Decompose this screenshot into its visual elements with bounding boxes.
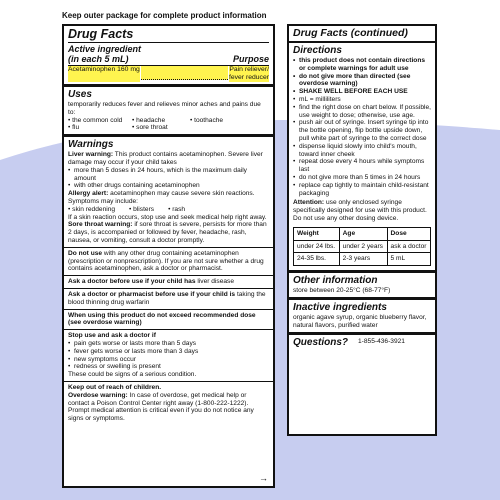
allergy-item: skin reddening (72, 205, 116, 213)
table-row (294, 240, 431, 253)
allergy-text: acetaminophen may cause severe skin reactions. Symptoms may include: (68, 190, 255, 205)
purpose-line-1: Pain reliever/ (229, 66, 269, 73)
active-ingredient-subheading: (in each 5 mL) (68, 54, 129, 64)
allergy-label: Allergy alert: (68, 190, 109, 198)
table-cell: 5 mL (387, 253, 430, 266)
stop-use-label: Stop use and ask a doctor if (68, 332, 156, 340)
keep-out-label: Keep out of reach of children. (68, 383, 162, 391)
allergy-item: blisters (133, 205, 155, 213)
table-row (294, 253, 431, 266)
use-item: headache (136, 116, 166, 124)
allergy-after: If a skin reaction occurs, stop use and seek medical help right away. (68, 213, 267, 221)
table-cell: under 24 lbs. (294, 240, 340, 253)
questions-phone: 1-855-436-3921 (358, 338, 405, 346)
ask-doctor-section (64, 275, 273, 288)
stop-item: • fever gets worse or lasts more than 3 days (74, 348, 269, 356)
questions-title: Questions? (293, 336, 349, 348)
liver-item: • more than 5 doses in 24 hours, which is the maximum daily amount (74, 167, 269, 183)
when-using-text: When using this product do not exceed recommended dose (see overdose warning) (68, 311, 256, 327)
ingredient-name: Acetaminophen 160 mg (68, 66, 140, 82)
drug-facts-continued-panel (287, 24, 437, 436)
sore-throat-label: Sore throat warning: (68, 221, 133, 229)
uses-text: temporarily reduces fever and relieves minor aches and pains due to: (68, 101, 261, 116)
liver-warning-text: This product contains acetaminophen. Severe liver damage may occur if your child takes (68, 151, 263, 166)
questions-section (289, 332, 435, 350)
direction-item: • do not give more than directed (see overdose warning) (299, 73, 431, 89)
ask-doctor-label: Ask a doctor before use if your child has (68, 278, 196, 286)
purpose-line-2: fever reducer (228, 74, 269, 81)
active-ingredient-heading: Active ingredient (68, 44, 142, 54)
allergy-item: rash (172, 205, 186, 213)
direction-item: • find the right dose on chart below. If possible, use weight to dose; otherwise, use age. (299, 104, 431, 120)
ask-pharmacist-section (64, 288, 273, 309)
table-cell: 2-3 years (339, 253, 387, 266)
other-information-text: store between 20-25°C (68-77°F) (293, 287, 391, 295)
use-item: toothache (194, 116, 224, 124)
drug-facts-title: Drug Facts (68, 27, 134, 41)
stop-item: • redness or swelling is present (74, 363, 269, 371)
other-information-section (289, 270, 435, 297)
direction-item: • SHAKE WELL BEFORE EACH USE (299, 88, 431, 96)
overdose-text: In case of overdose, get medical help or contact a Poison Control Center right away (1-800-222-1222). Prompt medical attention is critical even if you do not notice any signs or symptoms. (68, 391, 254, 423)
ask-pharmacist-label: Ask a doctor or pharmacist before use if your child is (68, 290, 236, 298)
inactive-ingredients-text: organic agave syrup, organic blueberry flavor, natural flavors, purified water (293, 313, 427, 329)
direction-item: • push air out of syringe. Insert syringe tip into the bottle opening, flip bottle upside down, pull white part of syringe to the correct dose (299, 119, 431, 142)
arrow-right-icon: → (259, 473, 268, 483)
continued-title-section (289, 26, 435, 41)
table-header: Dose (387, 227, 430, 240)
directions-section (289, 41, 435, 270)
uses-title: Uses (68, 89, 92, 100)
directions-title: Directions (293, 45, 342, 56)
use-item: the common cold (72, 116, 123, 124)
table-cell: ask a doctor (387, 240, 430, 253)
use-item: flu (72, 124, 80, 132)
table-cell: under 2 years (339, 240, 387, 253)
inactive-ingredients-section (289, 297, 435, 332)
continued-title: Drug Facts (continued) (293, 27, 408, 39)
active-ingredient-section (64, 26, 273, 84)
ask-pharmacist-text: taking the blood thinning drug warfarin (68, 290, 266, 306)
liver-warning-label: Liver warning: (68, 151, 114, 159)
purpose-heading: Purpose (232, 54, 269, 64)
stop-after: These could be signs of a serious condition. (68, 371, 197, 379)
direction-item: • dispense liquid slowly into child's mouth, toward inner cheek (299, 143, 431, 159)
when-using-section (64, 309, 273, 330)
direction-item: • mL = milliliters (299, 96, 431, 104)
use-item: sore throat (136, 124, 168, 132)
uses-section: Uses temporarily reduces fever and relieves minor aches and pains due to: • the common cold • headache • toothache • flu • sore throat (64, 84, 273, 134)
dosing-table (293, 227, 431, 266)
do-not-use-text: with any other drug containing acetaminophen (prescription or nonprescription). If you are not sure whether a drug contains acetaminophen, ask a doctor or pharmacist. (68, 249, 264, 273)
sore-throat-text: if sore throat is severe, persists for more than 2 days, is accompanied or followed by fever, headache, rash, nausea, or vomiting, consult a doctor promptly. (68, 221, 267, 244)
direction-item: • do not give more than 5 times in 24 hours (299, 174, 431, 182)
warnings-section: Warnings Liver warning: This product contains acetaminophen. Severe liver damage may occur if your child takes • more than 5 doses in 24 hours, which is the maximum daily amount • with other drugs containing acetaminophen Allergy alert: acetaminophen may cause severe skin reactions. Symptoms may include: • skin reddening • blisters • rash If a skin reaction occurs, stop use and seek medical help right away. Sore throat warning: if sore throat is severe, persists for more than 2 days, is accompanied or followed by fever, headache, rash, nausea, or vomiting, consult a doctor promptly. (64, 134, 273, 247)
inactive-ingredients-title: Inactive ingredients (293, 301, 387, 313)
overdose-label: Overdose warning: (68, 391, 128, 399)
keep-out-section (64, 381, 273, 425)
direction-item: • repeat dose every 4 hours while symptoms last (299, 158, 431, 174)
attention-text: use only enclosed syringe specifically designed for use with this product. Do not use any other dosing device. (293, 199, 427, 222)
attention-label: Attention: (293, 199, 325, 207)
table-header: Age (339, 227, 387, 240)
direction-item: • replace cap tightly to maintain child-resistant packaging (299, 182, 431, 198)
stop-use-section (64, 329, 273, 381)
ask-doctor-text: liver disease (197, 278, 235, 286)
other-information-title: Other information (293, 275, 378, 287)
do-not-use-section (64, 247, 273, 275)
stop-item: • new symptoms occur (74, 356, 269, 364)
direction-item: • this product does not contain directions or complete warnings for adult use (299, 57, 431, 73)
do-not-use-label: Do not use (68, 249, 103, 257)
drug-facts-panel (62, 24, 275, 488)
table-header: Weight (294, 227, 340, 240)
table-cell: 24-35 lbs. (294, 253, 340, 266)
package-note: Keep outer package for complete product information (62, 11, 267, 20)
liver-item: • with other drugs containing acetaminophen (74, 182, 269, 190)
warnings-title: Warnings (68, 139, 114, 151)
stop-item: • pain gets worse or lasts more than 5 days (74, 340, 269, 348)
